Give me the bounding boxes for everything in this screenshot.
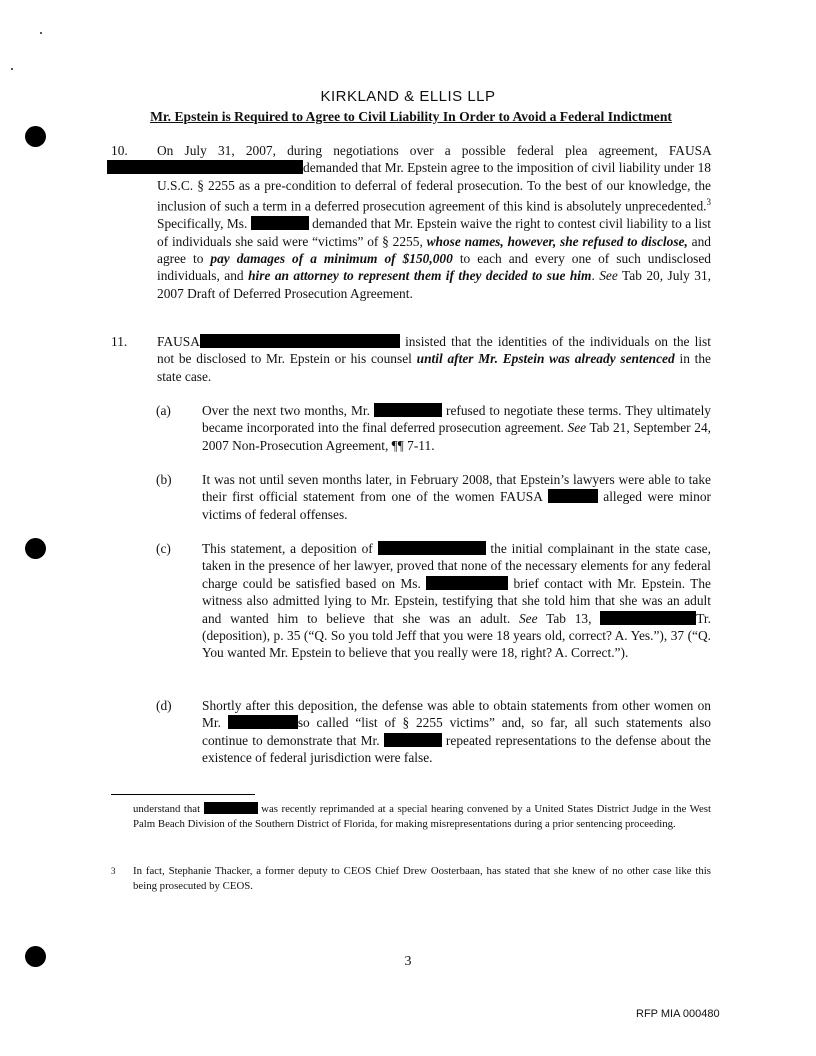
footnote-marker: 3 [111,866,116,876]
binder-hole-2 [25,538,46,559]
subparagraph-c [156,540,711,662]
redaction-bar [228,715,298,729]
redaction-bar [251,216,309,230]
emphasis: until after Mr. Epstein was already sentenced [416,351,675,367]
text: This statement, a deposition of [202,541,373,556]
bates-number: RFP MIA 000480 [636,1008,720,1020]
redaction-bar [378,541,486,555]
text: In fact, Stephanie Thacker, a former deputy to CEOS Chief Drew Oosterbaan, has stated that she knew of no other case like this being prosecuted by CEOS. [133,865,711,892]
emphasis: hire an attorney to represent them if they decided to sue him [248,268,592,284]
text: in the state case. [157,351,711,384]
footnote-3 [133,864,711,894]
text: Shortly after this deposition, the defense was able to obtain statements from other women on Mr. [202,698,711,731]
text: refused to negotiate these terms. They ultimately became incorporated into the final deferred prosecution agreement. [202,403,711,436]
text: the initial complainant in the state case, taken in the presence of her lawyer, proved that none of the necessary elements for any federal charge could be satisfied based on Ms. [202,541,711,591]
subparagraph-label: (c) [156,541,171,556]
text: Tab 21, September 24, 2007 Non-Prosecution Agreement, ¶¶ 7-11. [202,420,711,453]
subparagraph-label: (b) [156,472,172,487]
redaction-bar [384,733,442,747]
text: . [591,268,600,284]
footnote-ref: 3 [706,197,711,208]
text: Specifically, Ms. [157,216,248,232]
redaction-bar [200,334,400,348]
redaction-bar [204,802,258,814]
paragraph-10 [111,142,711,302]
text: so called “list of § 2255 victims” and, so far, all such statements also continue to demonstrate that Mr. [202,715,711,748]
citation-signal: See [599,268,618,284]
text: demanded that Mr. Epstein waive the right to contest civil liability to a list of individuals she said were “victims” of § 2255, [157,216,711,249]
paragraph-number: 10. [111,143,128,158]
citation-signal: See [518,610,538,626]
text: alleged were minor victims of federal offenses. [202,489,711,522]
subparagraph-label: (d) [156,698,172,713]
footnote-divider [111,794,255,795]
text: brief contact with Mr. Epstein. The witness also admitted lying to Mr. Epstein, testifying that she told him that she was an adult and wanted him to believe that she was an adult. [202,575,711,626]
citation-signal: See [567,420,587,436]
section-heading: Mr. Epstein is Required to Agree to Civil Liability In Order to Avoid a Federal Indictment [150,109,672,124]
text: Tab 20, July 31, 2007 Draft of Deferred Prosecution Agreement. [157,268,711,301]
text: to each and every one of such undisclosed individuals, and [157,250,711,284]
text: insisted that the identities of the individuals on the list not be disclosed to Mr. Epstein or his counsel [157,334,711,367]
text: It was not until seven months later, in February 2008, that Epstein’s lawyers were able to take their first official statement from one of the women FAUSA [202,472,711,505]
text: understand that [133,803,201,815]
text: Over the next two months, Mr. [202,403,370,418]
page-number: 3 [404,954,412,969]
emphasis: pay damages of a minimum of $150,000 [210,250,453,266]
firm-name: KIRKLAND & ELLIS LLP [320,88,496,105]
subparagraph-d [156,697,711,767]
subparagraph-label: (a) [156,403,171,418]
binder-hole-1 [25,126,46,147]
redaction-bar [548,489,598,503]
paragraph-number: 11. [111,334,128,349]
redaction-bar [107,160,303,174]
text: On July 31, 2007, during negotiations over a possible federal plea agreement, FAUSA [157,143,711,158]
scan-speck [40,32,42,34]
footnote-continuation [133,802,711,832]
subparagraph-b [156,471,711,523]
subparagraph-a [156,402,711,454]
text: FAUSA [157,334,200,349]
text: and agree to [157,233,711,266]
text: Tr. (deposition), p. 35 (“Q. So you told Jeff that you were 18 years old, correct? A. Yes.”), 37 (“Q. You wanted Mr. Epstein to believe that you really were 18, right? A. Correct.”). [202,610,711,661]
emphasis: whose names, however, she refused to disclose, [426,233,688,249]
redaction-bar [600,611,696,625]
paragraph-11 [111,333,711,385]
text: repeated representations to the defense about the existence of federal jurisdiction were false. [202,732,711,766]
redaction-bar [374,403,442,417]
text: was recently reprimanded at a special hearing convened by a United States District Judge in the West Palm Beach Division of the Southern District of Florida, for making misrepresentations during a prior sentencing proceeding. [133,803,712,830]
text: demanded that Mr. Epstein agree to the imposition of civil liability under 18 U.S.C. § 2255 as a pre-condition to deferral of federal prosecution. To the best of our knowledge, the inclusion of such a term in a deferred prosecution agreement of this kind is absolutely unprecedented. [157,160,711,214]
text: Tab 13, [537,610,592,626]
redaction-bar [426,576,508,590]
scan-speck [11,68,13,70]
